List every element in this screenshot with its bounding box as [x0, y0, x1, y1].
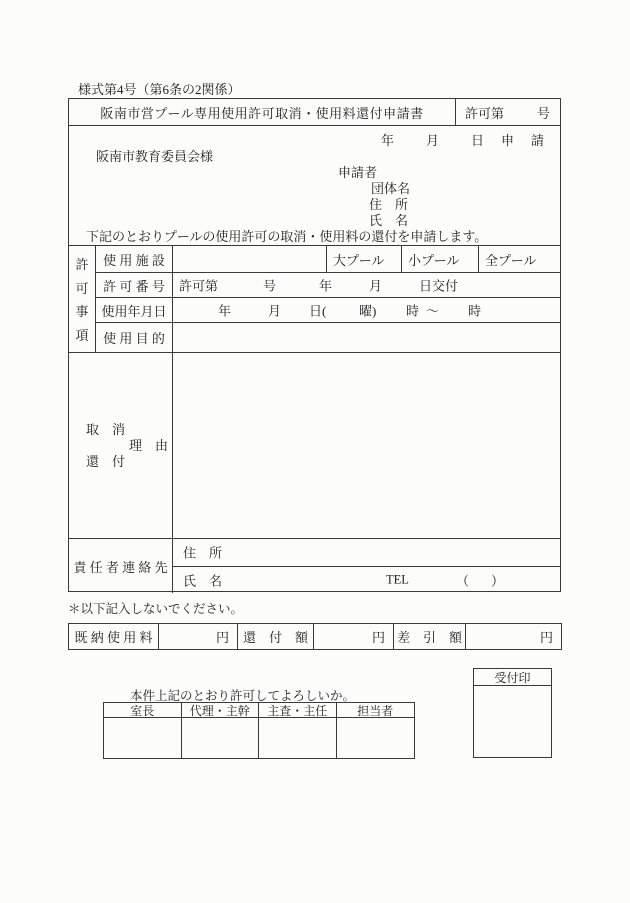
permit-no-prefix: 許可第: [465, 105, 505, 121]
approval-col-staff: 担当者: [357, 703, 394, 718]
permit-number-header-field[interactable]: [455, 99, 560, 125]
option-large-pool[interactable]: 大プール: [326, 246, 401, 272]
refund-amount-field[interactable]: 円: [314, 624, 394, 649]
permit-details-vertical-label: 許 可 事 項: [69, 246, 96, 352]
approval-col-chief: 室長: [104, 703, 182, 717]
purpose-field[interactable]: [173, 323, 560, 352]
paid-fee-label: 既 納 使 用 料: [69, 624, 159, 649]
responsible-contact-label: 責 任 者 連 絡 先: [69, 539, 173, 593]
form-number-label: 様式第4号（第6条の2関係）: [78, 82, 241, 97]
approval-stamp-cell-staff[interactable]: [337, 718, 415, 758]
permit-number-label: 許 可 番 号: [96, 273, 173, 297]
purpose-label: 使 用 目 的: [96, 323, 173, 352]
group-name-field[interactable]: 団体名: [371, 181, 411, 196]
application-header-section: [69, 126, 560, 246]
approval-stamp-cell-chief[interactable]: [104, 718, 182, 758]
contact-address-field[interactable]: [173, 539, 560, 567]
purpose-row: [96, 323, 560, 352]
tel-label: TEL: [386, 572, 409, 587]
reason-field[interactable]: [173, 353, 560, 538]
approval-stamp-cell-deputy[interactable]: [182, 718, 260, 758]
applicant-label: 申請者: [338, 165, 378, 180]
application-date-field[interactable]: 年 月 日 申 請: [380, 133, 546, 148]
use-date-label: 使用年月日: [96, 298, 173, 322]
receipt-stamp-label: 受付印: [474, 669, 551, 686]
option-all-pool[interactable]: 全プール: [478, 246, 560, 272]
reason-section: [69, 353, 560, 539]
paid-fee-amount-field[interactable]: 円: [159, 624, 238, 649]
refund-amount-label: 還 付 額: [238, 624, 314, 649]
applicant-name-field[interactable]: 氏 名: [369, 213, 409, 228]
approval-col-deputy: 代理・主幹: [182, 703, 260, 717]
approval-col-examiner: 主査・主任: [259, 703, 337, 717]
approval-table: [103, 702, 415, 759]
contact-address-label: 住 所: [183, 545, 223, 561]
option-small-pool[interactable]: 小プール: [401, 246, 478, 272]
balance-amount-field[interactable]: 円: [539, 630, 553, 645]
receipt-stamp-box: [473, 668, 552, 758]
form-title: 阪南市営プール専用使用許可取消・使用料還付申請書: [100, 105, 424, 121]
use-date-field[interactable]: 年 月 日( 曜) 時 ～ 時: [218, 303, 482, 319]
title-row: [69, 99, 560, 126]
balance-label: 差 引 額: [394, 624, 466, 649]
facility-label: 使 用 施 設: [96, 246, 173, 272]
main-form-table: [68, 98, 561, 592]
permit-details-section: [69, 246, 560, 353]
contact-section: [69, 539, 560, 593]
tel-paren-close: ）: [491, 573, 505, 589]
approval-stamp-cell-examiner[interactable]: [259, 718, 337, 758]
permit-no-suffix: 号: [536, 105, 550, 121]
permit-number-row: [96, 273, 560, 298]
contact-name-field[interactable]: [173, 567, 560, 594]
facility-name-field[interactable]: [173, 246, 326, 272]
permit-number-field[interactable]: 許可第 号 年 月 日交付: [179, 278, 459, 294]
use-date-row: [96, 298, 560, 323]
addressee-label: 阪南市教育委員会様: [96, 149, 214, 164]
facility-row: [96, 246, 560, 273]
fee-table: [68, 623, 562, 650]
do-not-fill-note: ＊以下記入しないでください。: [68, 602, 244, 616]
cancel-refund-reason-label: 取 消 理 由 還 付: [69, 353, 173, 538]
tel-paren-open: （: [456, 573, 470, 589]
applicant-address-field[interactable]: 住 所: [369, 197, 409, 212]
application-statement: 下記のとおりプールの使用許可の取消・使用料の還付を申請します。: [86, 229, 488, 244]
contact-name-label: 氏 名: [183, 573, 223, 589]
approval-question: 本件上記のとおり許可してよろしいか。: [130, 689, 356, 703]
